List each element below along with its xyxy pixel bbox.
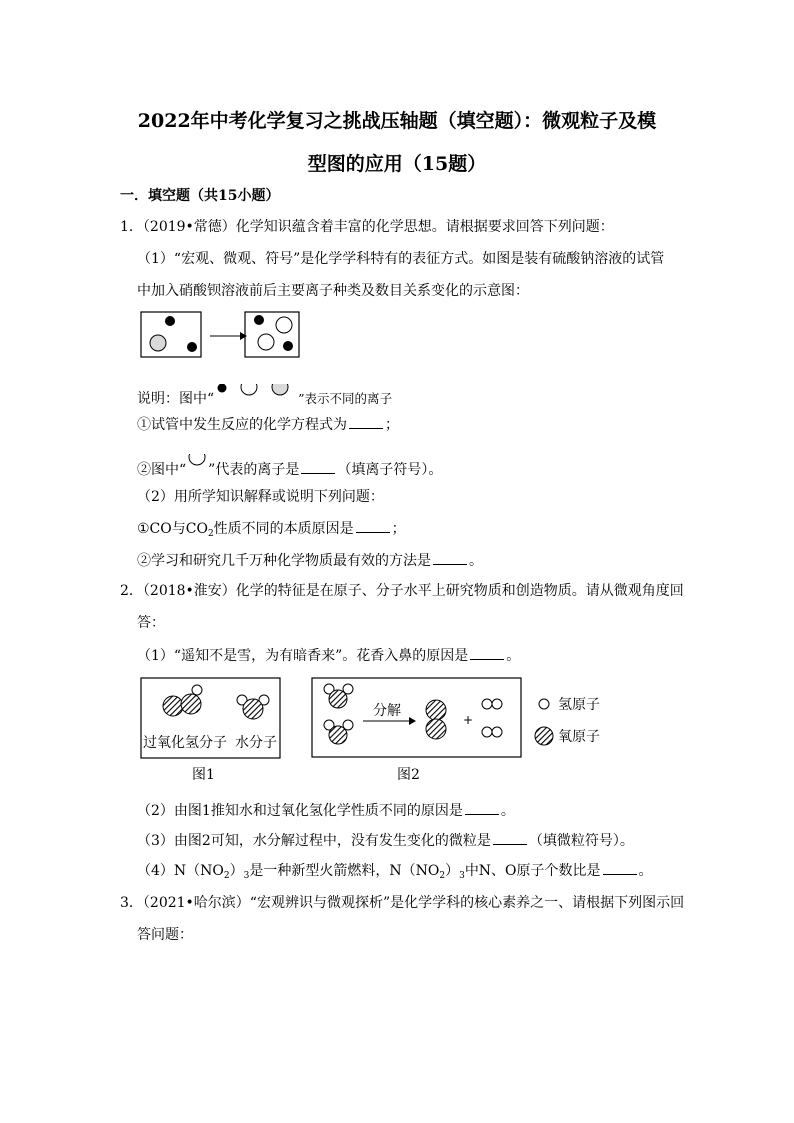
oxygen-atom	[426, 700, 446, 720]
q1-sub1-end: ；	[385, 417, 399, 433]
answer-blank[interactable]	[301, 459, 335, 474]
legend-oxygen: 氧原子	[558, 729, 600, 745]
hydrogen-atom	[482, 727, 492, 737]
hydrogen-atom-icon	[539, 699, 549, 709]
q1-sub3-end: ；	[391, 521, 406, 537]
q1-legend-prefix: 说明：图中“	[137, 391, 215, 407]
arrow-head	[409, 717, 416, 725]
oxygen-atom	[329, 726, 347, 744]
black-ion	[165, 316, 175, 326]
atom-legend-icons	[534, 694, 558, 750]
q1-sub2	[137, 454, 442, 480]
oxygen-atom	[163, 696, 183, 716]
black-ion	[254, 315, 264, 325]
q3-stem-b: 答问题：	[137, 927, 193, 943]
fig2-arrow-label: 分解	[373, 703, 401, 719]
after-box	[245, 312, 299, 357]
oxygen-atom-icon	[535, 727, 553, 745]
oxygen-atom	[181, 694, 201, 714]
q1-sub1	[137, 414, 399, 435]
q1-part1-line-b: 中加入硝酸钡溶液前后主要离子种类及数目关系变化的示意图：	[137, 283, 529, 299]
hydrogen-atom	[482, 699, 492, 709]
gray-ion	[272, 384, 288, 395]
answer-blank[interactable]	[465, 800, 499, 815]
page-title-line-1: 2022年中考化学复习之挑战压轴题（填空题）：微观粒子及模	[137, 110, 657, 132]
fig2-plus: +	[463, 713, 474, 727]
fig1-label-h2o: 水分子	[235, 735, 277, 751]
answer-blank[interactable]	[433, 550, 467, 565]
q2-part4-g: ）	[445, 863, 460, 879]
answer-blank[interactable]	[603, 860, 637, 875]
q1-sub2-mid: ”代表的离子是	[208, 462, 300, 478]
q1-sub3	[137, 518, 406, 539]
q1-stem: 1．（2019•常德）化学知识蕴含着丰富的化学思想。请根据要求回答下列问题：	[120, 219, 614, 235]
figure-2	[311, 677, 523, 759]
oxygen-atom	[243, 699, 263, 719]
arrow-head	[240, 332, 247, 340]
q1-sub1-text: ①试管中发生反应的化学方程式为	[137, 417, 347, 433]
subscript: 2	[207, 529, 214, 539]
white-ion-icon	[186, 454, 208, 476]
section-heading: 一．填空题（共15小题）	[120, 188, 280, 204]
q2-part4-c: ）	[229, 863, 244, 879]
answer-blank[interactable]	[493, 830, 527, 845]
q2-part1-end: 。	[506, 648, 521, 664]
q2-part4-end: 。	[638, 863, 653, 879]
hydrogen-atom	[492, 727, 502, 737]
white-ion	[241, 384, 257, 395]
subscript: 2	[223, 871, 230, 881]
q2-part1-text: （1）“遥知不是雪，为有暗香来”。花香入鼻的原因是	[137, 648, 469, 664]
q1-sub3-pre: ①CO与CO	[137, 521, 208, 537]
hydrogen-atom	[492, 699, 502, 709]
oxygen-atom	[329, 690, 347, 708]
subscript: 3	[243, 871, 250, 881]
q2-part4	[137, 860, 653, 881]
q2-part2	[137, 800, 515, 821]
white-ion	[276, 317, 292, 333]
q1-sub4-text: ②学习和研究几千万种化学物质最有效的方法是	[137, 553, 431, 569]
subscript: 3	[459, 871, 465, 881]
gray-ion	[150, 335, 166, 351]
answer-blank[interactable]	[470, 645, 504, 660]
q1-legend	[137, 384, 392, 409]
page-title-line-2: 型图的应用（15题）	[307, 153, 487, 175]
white-ion	[258, 334, 274, 350]
legend-hydrogen: 氢原子	[558, 697, 600, 713]
q2-part4-i: 中N、O原子个数比是	[464, 863, 601, 879]
q1-sub4-end: 。	[469, 553, 483, 569]
fig1-label-h2o2: 过氧化氢分子	[143, 735, 227, 751]
hydrogen-atom	[192, 685, 202, 695]
q3-stem-a: 3．（2021•哈尔滨）“宏观辨识与微观探析”是化学学科的核心素养之一、请根据下列图示回	[120, 895, 685, 911]
q2-part4-e: 是一种新型火箭燃料，N（NO	[249, 863, 440, 879]
black-ion	[283, 341, 293, 351]
q2-part3	[137, 830, 634, 851]
q2-part3-text: （3）由图2可知，水分解过程中，没有发生变化的微粒是	[137, 833, 491, 849]
q1-ion-diagram	[140, 309, 302, 361]
q2-part4-a: （4）N（NO	[137, 863, 224, 879]
subscript: 2	[439, 871, 446, 881]
answer-blank[interactable]	[356, 518, 390, 533]
q1-legend-ions	[214, 384, 298, 406]
q2-part1	[137, 645, 520, 666]
black-ion	[218, 384, 227, 393]
q2-part2-text: （2）由图1推知水和过氧化氢化学性质不同的原因是	[137, 803, 463, 819]
q2-part2-end: 。	[500, 803, 515, 819]
answer-blank[interactable]	[349, 414, 383, 429]
q1-sub4	[137, 550, 483, 571]
q1-part2: （2）用所学知识解释或说明下列问题：	[137, 489, 384, 505]
q2-part3-end: （填微粒符号）。	[528, 833, 634, 849]
q1-sub3-post: 性质不同的本质原因是	[213, 521, 354, 537]
q1-part1-line-a: （1）“宏观、微观、符号”是化学学科特有的表征方式。如图是装有硫酸钠溶液的试管	[137, 251, 665, 267]
q2-stem-a: 2．（2018•淮安）化学的特征是在原子、分子水平上研究物质和创造物质。请从微观角度回	[120, 583, 684, 599]
black-ion	[187, 342, 197, 352]
oxygen-atom	[426, 719, 446, 739]
q1-sub2-prefix: ②图中“	[137, 462, 187, 478]
fig1-caption: 图1	[192, 767, 215, 783]
fig2-caption: 图2	[397, 767, 420, 783]
q1-sub2-end: （填离子符号）。	[337, 462, 443, 478]
q1-legend-suffix: ”表示不同的离子	[298, 391, 393, 406]
q2-stem-b: 答：	[137, 615, 165, 631]
